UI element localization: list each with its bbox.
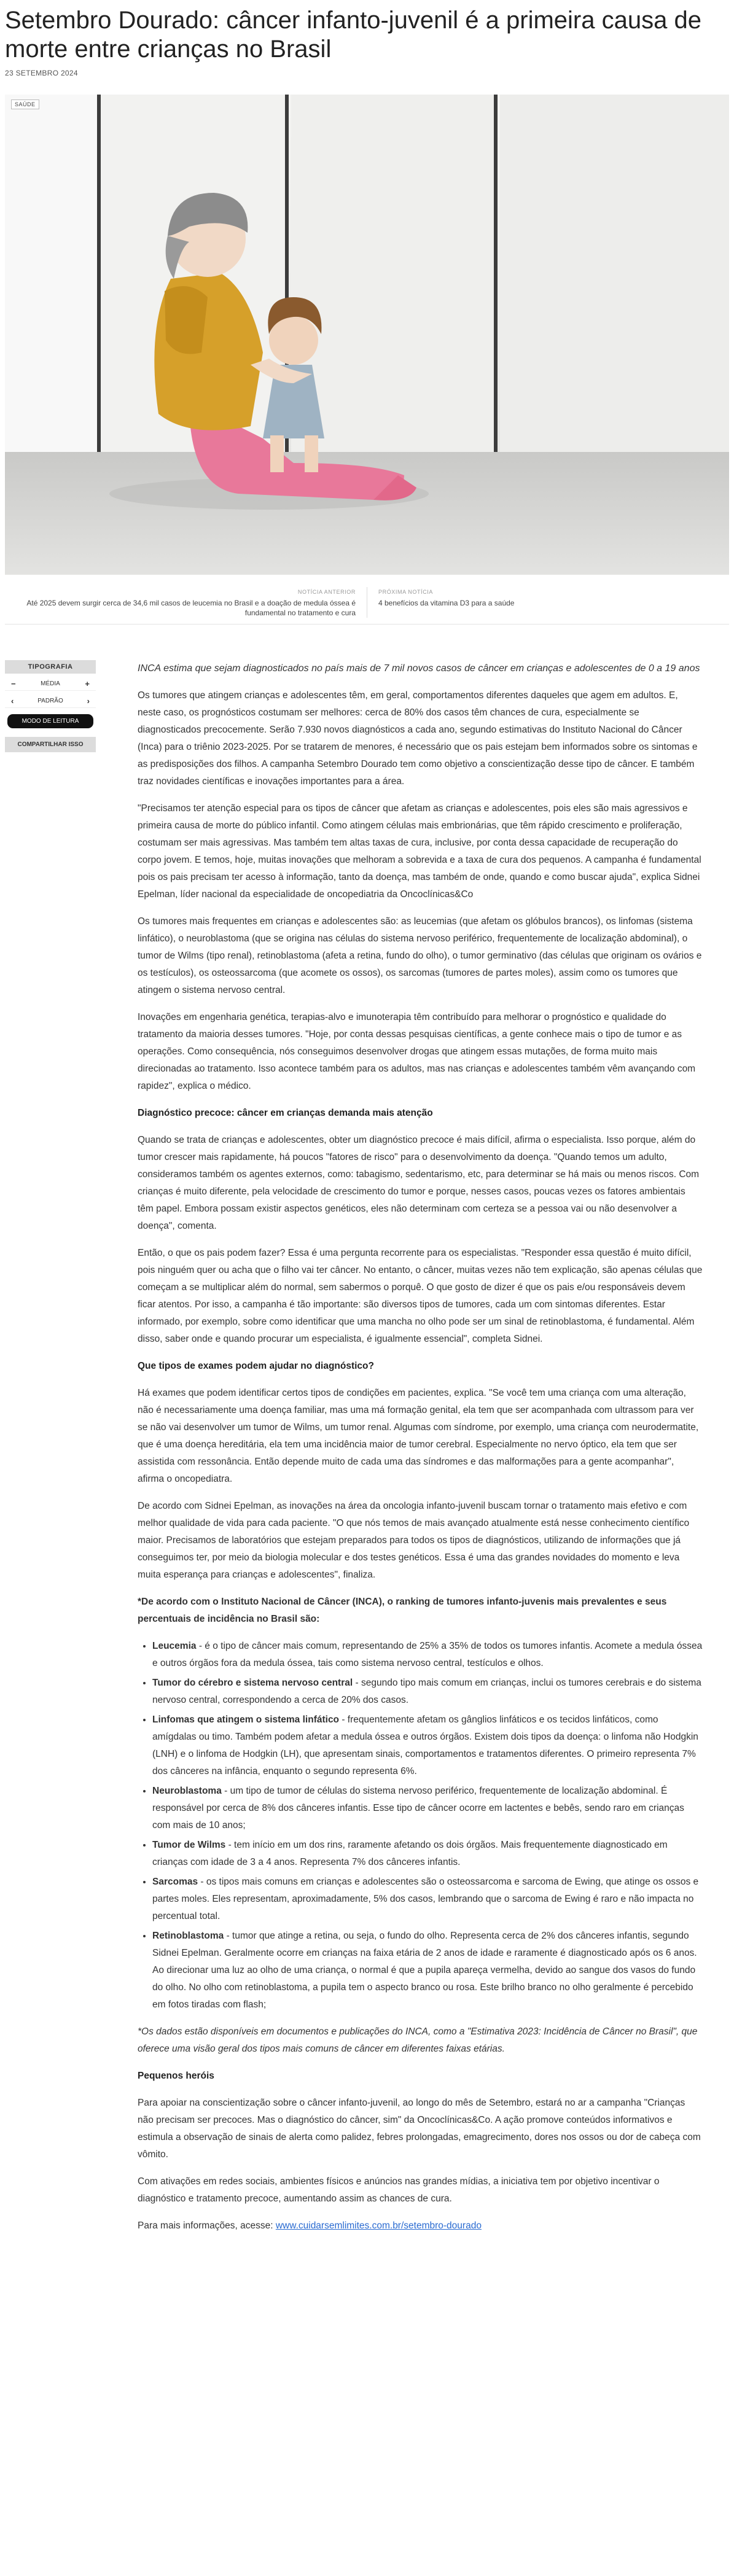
section-heading: Diagnóstico precoce: câncer em crianças demanda mais atenção: [138, 1108, 433, 1118]
previous-font-button[interactable]: ‹: [11, 696, 14, 706]
ranking-intro: *De acordo com o Instituto Nacional de Câncer (INCA), o ranking de tumores infanto-juvenis mais prevalentes e seus percentuais de incidência no Brasil são:: [138, 1597, 667, 1624]
list-item: [152, 1711, 703, 1780]
list-text: - tem início em um dos rins, raramente afetando os dois órgãos. Mais frequentemente diagnosticado em crianças com idade de 3 a 4 anos. Representa 7% dos cânceres infantis.: [152, 1840, 668, 1867]
reading-mode-button[interactable]: MODO DE LEITURA: [7, 714, 93, 728]
list-text: - um tipo de tumor de células do sistema nervoso periférico, frequentemente de localização abdominal. É responsável por cerca de 8% dos cânceres infantis. Esse tipo de câncer ocorre em lactentes e bebês, sendo raro em crianças com mais de 10 anos;: [152, 1786, 684, 1831]
source-note: *Os dados estão disponíveis em documentos e publicações do INCA, como a "Estimativa 2023: Incidência de Câncer no Brasil", que oferece uma visão geral dos tipos mais comuns de câncer em diferentes faixas etárias.: [138, 2026, 698, 2054]
reading-tools-sidebar: [5, 660, 96, 2244]
list-text: - os tipos mais comuns em crianças e adolescentes são o osteossarcoma e sarcoma de Ewing, que atinge os ossos e partes moles. Eles representam, aproximadamente, 5% dos casos, lembrando que o sarcoma de Ewing é raro e não impacta no percentual total.: [152, 1877, 699, 1921]
list-term: Tumor de Wilms: [152, 1840, 226, 1850]
paragraph: Para apoiar na conscientização sobre o câncer infanto-juvenil, ao longo do mês de Setembro, estará no ar a campanha "Crianças não precisam ser precoces. Mas o diagnóstico do câncer, sim" da Oncoclínicas&Co. A ação promove conteúdos informativos e estimula a observação de sinais de alerta como palidez, febres prolongadas, emagrecimento, dores nos ossos ou dor de cabeça com vômito.: [138, 2098, 701, 2160]
previous-article-link[interactable]: [6, 587, 367, 618]
font-size-label: MÉDIA: [41, 680, 60, 687]
paragraph: Os tumores que atingem crianças e adolescentes têm, em geral, comportamentos diferentes daqueles que agem em adultos. E, neste caso, os prognósticos costumam ser melhores: cerca de 80% dos casos têm chances de cura, especialmente se diagnosticados precocemente. Serão 7.930 novos diagnósticos a cada ano, segundo estimativas do Instituto Nacional do Câncer (Inca) para o triênio 2023-2025. Por se tratarem de menores, é necessário que os pais estejam bem informados sobre os sintomas e as predisposições dos filhos. A campanha Setembro Dourado tem como objetivo a conscientização desse tipo de câncer. E também traz novidades científicas e inovações importantes para a área.: [138, 690, 698, 787]
article-intro: INCA estima que sejam diagnosticados no país mais de 7 mil novos casos de câncer em crianças e adolescentes de 0 a 19 anos: [138, 663, 700, 674]
previous-title: Até 2025 devem surgir cerca de 34,6 mil casos de leucemia no Brasil e a doação de medula óssea é fundamental no tratamento e cura: [26, 599, 356, 617]
font-family-control: [5, 691, 96, 708]
previous-label: NOTÍCIA ANTERIOR: [297, 589, 356, 595]
list-term: Linfomas que atingem o sistema linfático: [152, 1714, 340, 1725]
article-body: [138, 660, 703, 2244]
campaign-link[interactable]: www.cuidarsemlimites.com.br/setembro-dourado: [275, 2220, 482, 2231]
section-heading: Pequenos heróis: [138, 2071, 214, 2081]
paragraph: Então, o que os pais podem fazer? Essa é uma pergunta recorrente para os especialistas. "Responder essa questão é muito difícil, pois ninguém quer ou acha que o filho vai ter câncer. No entanto, o câncer, muitas vezes não tem explicação, são apenas células que começam a se multiplicar além do normal, sem sabermos o porquê. O que gosto de dizer é que os pais e/ou responsáveis devem ficar atentos. Por isso, a campanha é tão importante: são diversos tipos de tumores, cada um com sintomas diferentes. Estar informado, por exemplo, sobre como identificar que uma mancha no olho pode ser um sinal de retinoblastoma, é fundamental. Além disso, saber onde e quando procurar um especialista, é igualmente essencial", completa Sidnei.: [138, 1248, 703, 1344]
more-info-label: Para mais informações, acesse:: [138, 2220, 276, 2231]
tumor-ranking-list: [138, 1638, 703, 2014]
list-item: [152, 1783, 703, 1834]
paragraph: Há exames que podem identificar certos tipos de condições em pacientes, explica. "Se você tem uma criança com uma alteração, não é necessariamente uma doença familiar, mas uma má formação genital, ela tem que ser acompanhada com ultrassom para ver se não vai desenvolver um tumor de Wilms, um tumor renal. Algumas com síndrome, por exemplo, uma criança com neurodermatite, que é uma doença hereditária, ela tem uma incidência maior de tumor cerebral. Especialmente no nervo óptico, ela tem que ser assistida com ressonância. Então depende muito de cada uma das síndromes e das malformações para a gente acompanhar", afirma o oncopediatra.: [138, 1388, 699, 1484]
decrease-size-button[interactable]: −: [11, 679, 16, 688]
paragraph: Quando se trata de crianças e adolescentes, obter um diagnóstico precoce é mais difícil, afirma o especialista. Isso porque, além do tumor crescer mais rapidamente, há poucos "fatores de risco" para o desenvolvimento da doença. "Quando temos um adulto, consideramos também os agentes externos, como: tabagismo, sedentarismo, etc, para determinar se há mais ou menos riscos. Com crianças é muito diferente, pela velocidade de crescimento do tumor e porque, nesses casos, poucas vezes os fatores ambientais têm papel. Embora possam existir aspectos genéticos, eles não determinam com certeza se a pessoa vai ou não desenvolver a doença", comenta.: [138, 1135, 700, 1231]
list-item: [152, 1928, 703, 2014]
list-text: - tumor que atinge a retina, ou seja, o fundo do olho. Representa cerca de 2% dos cânceres infantis, segundo Sidnei Epelman. Geralmente ocorre em crianças na faixa etária de 2 anos de idade e raramente é diagnosticado após os 6 anos. Ao direcionar uma luz ao olho de uma criança, o normal é que a pupila apareça vermelha, devido ao sangue dos vasos do fundo do olho. No olho com retinoblastoma, a pupila tem o aspecto branco ou rosa. Este brilho branco no olho geralmente é percebido em fotos tiradas com flash;: [152, 1931, 697, 2010]
paragraph: De acordo com Sidnei Epelman, as inovações na área da oncologia infanto-juvenil buscam tornar o tratamento mais efetivo e com melhor qualidade de vida para cada paciente. "O que nós temos de mais avançado atualmente está nesse conhecimento científico maior. Precisamos de laboratórios que estejam preparados para todos os tipos de diagnósticos, utilizando de informações que já conseguimos ter, por meio da biologia molecular e dos testes genéticos. Essa é uma das grandes novidades do momento e leva muita esperança para crianças e adolescentes", finaliza.: [138, 1501, 690, 1580]
article-date: 23 SETEMBRO 2024: [5, 69, 78, 77]
list-text: - é o tipo de câncer mais comum, representando de 25% a 35% de todos os tumores infantis. Acomete a medula óssea e outros órgãos fora da medula óssea, tais como sistema nervoso central, testículos e olhos.: [152, 1641, 703, 1668]
list-text: - segundo tipo mais comum em crianças, inclui os tumores cerebrais e do sistema nervoso central, correspondendo a cerca de 20% dos casos.: [152, 1678, 701, 1705]
font-family-label: PADRÃO: [37, 698, 63, 704]
list-term: Tumor do cérebro e sistema nervoso central: [152, 1678, 353, 1688]
hero-image: [5, 95, 729, 575]
list-item: [152, 1837, 703, 1871]
next-title: 4 benefícios da vitamina D3 para a saúde: [378, 599, 515, 607]
more-info: [138, 2217, 703, 2235]
list-term: Retinoblastoma: [152, 1931, 224, 1941]
paragraph: Com ativações em redes sociais, ambientes físicos e anúncios nas grandes mídias, a iniciativa tem por objetivo incentivar o diagnóstico e tratamento precoce, aumentando assim as chances de cura.: [138, 2176, 660, 2204]
category-tag[interactable]: SAÚDE: [11, 99, 39, 109]
section-heading: Que tipos de exames podem ajudar no diagnóstico?: [138, 1361, 374, 1371]
article-title: Setembro Dourado: câncer infanto-juvenil é a primeira causa de morte entre crianças no Brasil: [5, 7, 701, 63]
typography-heading: TIPOGRAFIA: [5, 660, 96, 674]
list-text: - frequentemente afetam os gânglios linfáticos e os tecidos linfáticos, como amígdalas ou timo. Também podem afetar a medula óssea e outros órgãos. Existem dois tipos da doença: o linfoma não Hodgkin (LNH) e o linfoma de Hodgkin (LH), que apresentam sinais, comportamentos e tratamentos diferentes. O primeiro representa 7% dos cânceres na infância, enquanto o segundo representa 6%.: [152, 1714, 698, 1776]
list-term: Sarcomas: [152, 1877, 198, 1887]
list-item: [152, 1638, 703, 1672]
child-with-doll-illustration: [5, 95, 729, 575]
list-term: Leucemia: [152, 1641, 197, 1651]
list-term: Neuroblastoma: [152, 1786, 222, 1796]
list-item: [152, 1675, 703, 1709]
next-article-link[interactable]: [378, 587, 728, 618]
article-navigation: [5, 575, 729, 625]
share-button[interactable]: COMPARTILHAR ISSO: [5, 737, 96, 752]
increase-size-button[interactable]: +: [85, 679, 90, 688]
next-label: PRÓXIMA NOTÍCIA: [378, 589, 434, 595]
paragraph: "Precisamos ter atenção especial para os tipos de câncer que afetam as crianças e adolescentes, pois eles são mais agressivos e primeira causa de morte do público infantil. Como atingem células mais embrionárias, que têm rápido crescimento e proliferação, costumam ser mais agressivas. Mas também tem altas taxas de cura, inclusive, por conta dessa capacidade de recuperação do corpo jovem. E temos, hoje, muitas inovações que melhoram a sobrevida e a taxa de cura dos pequenos. A campanha é fundamental pois os pais precisam ter acesso à informação, tanto da doença, mas também de onde, quando e como buscar ajuda", explica Sidnei Epelman, líder nacional da especialidade de oncopediatria da Oncoclínicas&Co: [138, 803, 701, 900]
paragraph: Os tumores mais frequentes em crianças e adolescentes são: as leucemias (que afetam os glóbulos brancos), os linfomas (sistema linfático), o neuroblastoma (que se origina nas células do sistema nervoso periférico, frequentemente de localização abdominal), o tumor de Wilms (tipo renal), retinoblastoma (afeta a retina, fundo do olho), o tumor germinativo (das células que originam os ovários e os testículos), os osteossarcoma (que acomete os ossos), os sarcomas (tumores de partes moles), assim como os tumores que atingem o sistema nervoso central.: [138, 916, 702, 995]
paragraph: Inovações em engenharia genética, terapias-alvo e imunoterapia têm contribuído para melhorar o prognóstico e qualidade do tratamento da maioria desses tumores. "Hoje, por conta dessas pesquisas científicas, a gente conhece mais o tipo de tumor e as operações. Como consequência, nós conseguimos desenvolver drogas que atingem essas mutações, de forma muito mais direcionadas ao tratamento. Isso acontece também para os adultos, mas nas crianças e adolescentes também vêm avançando com rapidez", explica o médico.: [138, 1012, 696, 1091]
list-item: [152, 1874, 703, 1925]
font-size-control: [5, 674, 96, 691]
next-font-button[interactable]: ›: [87, 696, 90, 706]
